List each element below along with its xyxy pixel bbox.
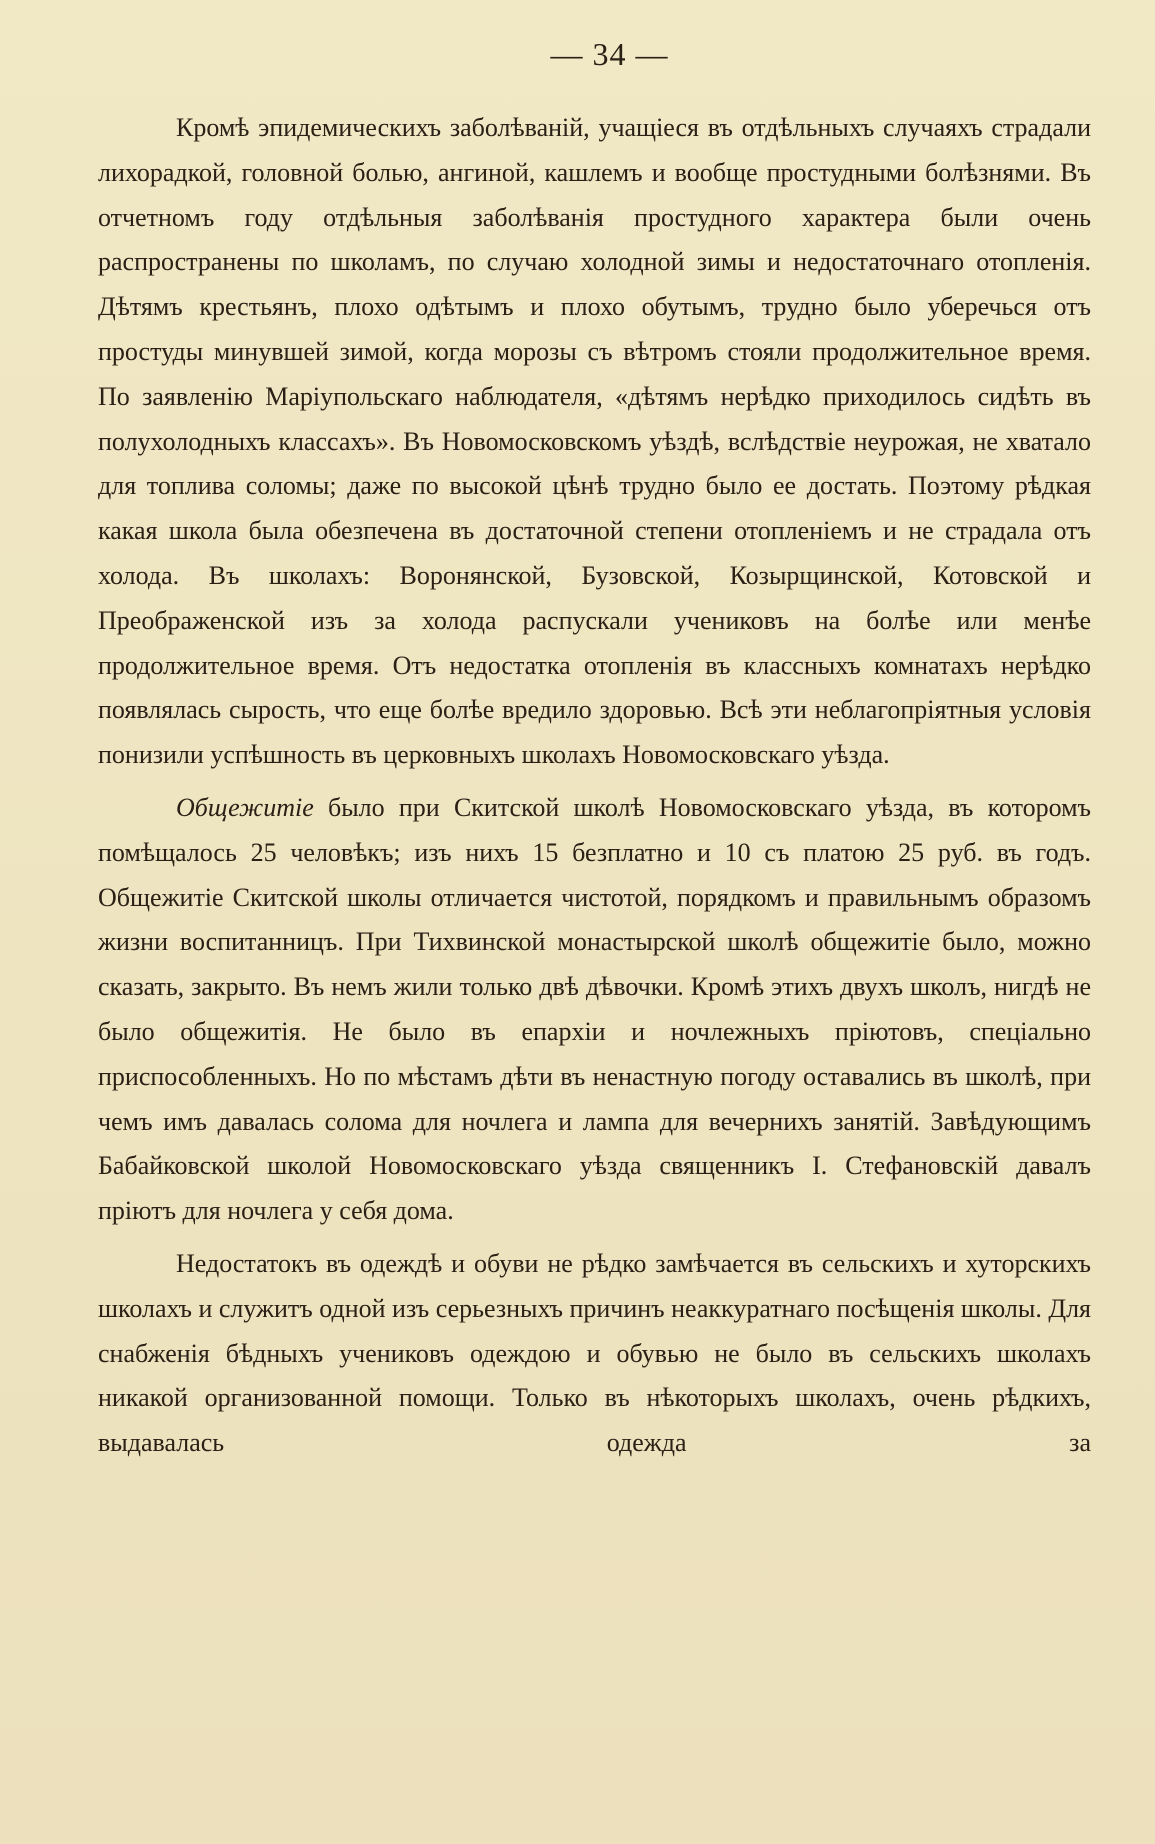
paragraph-illnesses bbox=[98, 106, 1091, 778]
paragraph-dormitory-lead: Общежитіе bbox=[176, 792, 314, 822]
body-text bbox=[98, 106, 1091, 1466]
paragraph-illnesses-text: Кромѣ эпидемическихъ заболѣваній, учащіеся въ отдѣльныхъ случаяхъ страдали лихорадкой, головной болью, ангиной, кашлемъ и вообще простудными болѣзнями. Въ отчетномъ году отдѣльныя заболѣванія простудного характера были очень распространены по школамъ, по случаю холодной зимы и недостаточнаго отопленія. Дѣтямъ крестьянъ, плохо одѣтымъ и плохо обутымъ, трудно было уберечься отъ простуды минувшей зимой, когда морозы съ вѣтромъ стояли продолжительное время. По заявленію Маріупольскаго наблюдателя, «дѣтямъ нерѣдко приходилось сидѣть въ полухолодныхъ классахъ». Въ Новомосковскомъ уѣздѣ, вслѣдствіе неурожая, не хватало для топлива соломы; даже по высокой цѣнѣ трудно было ее достать. Поэтому рѣдкая какая школа была обезпечена въ достаточной степени отопленіемъ и не страдала отъ холода. Въ школахъ: Воронянской, Бузовской, Козырщинской, Котовской и Преображенской изъ за холода распускали учениковъ на болѣе или менѣе продолжительное время. Отъ недостатка отопленія въ классныхъ комнатахъ нерѣдко появлялась сырость, что еще болѣе вредило здоровью. Всѣ эти неблагопріятныя условія понизили успѣшность въ церковныхъ школахъ Новомосковскаго уѣзда. bbox=[98, 113, 1091, 770]
paragraph-dormitory-text: было при Скитской школѣ Новомосковскаго уѣзда, въ которомъ помѣщалось 25 человѣкъ; изъ нихъ 15 безплатно и 10 съ платою 25 руб. въ годъ. Общежитіе Скитской школы отличается чистотой, порядкомъ и правильнымъ образомъ жизни воспитанницъ. При Тихвинской монастырской школѣ общежитіе было, можно сказать, закрыто. Въ немъ жили только двѣ дѣвочки. Кромѣ этихъ двухъ школъ, нигдѣ не было общежитія. Не было въ епархіи и ночлежныхъ пріютовъ, спеціально приспособленныхъ. Но по мѣстамъ дѣти въ ненастную погоду оставались въ школѣ, при чемъ имъ давалась солома для ночлега и лампа для вечернихъ занятій. Завѣдующимъ Бабайковской школой Новомосковскаго уѣзда священникъ І. Стефановскій давалъ пріютъ для ночлега у себя дома. bbox=[98, 792, 1091, 1226]
paragraph-clothing-text: Недостатокъ въ одеждѣ и обуви не рѣдко замѣчается въ сельскихъ и хуторскихъ школахъ и служитъ одной изъ серьезныхъ причинъ неаккуратнаго посѣщенія школы. Для снабженія бѣдныхъ учениковъ одеждою и обувью не было въ сельскихъ школахъ никакой организованной помощи. Только въ нѣкоторыхъ школахъ, очень рѣдкихъ, выдавалась одежда за bbox=[98, 1248, 1092, 1458]
page-number: — 34 — bbox=[550, 36, 669, 72]
paragraph-clothing bbox=[98, 1242, 1091, 1466]
paragraph-dormitory bbox=[98, 786, 1091, 1234]
